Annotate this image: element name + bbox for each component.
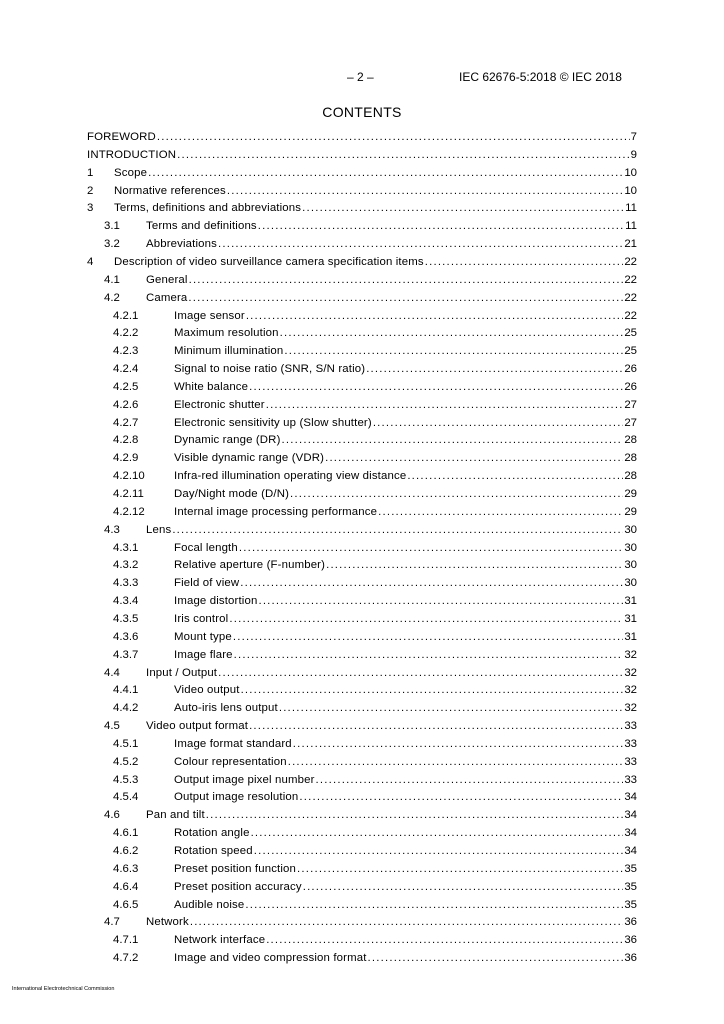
toc-entry-number: 3 (87, 202, 94, 215)
toc-entry[interactable] (0, 504, 724, 520)
toc-entry-title[interactable]: Maximum resolution (174, 327, 279, 340)
toc-dot-leader (157, 129, 630, 145)
toc-entry-page: 26 (624, 380, 637, 393)
toc-entry-number: 4 (87, 255, 94, 268)
toc-entry-title[interactable]: Visible dynamic range (VDR) (174, 452, 325, 465)
toc-entry-title[interactable]: Normative references (114, 184, 226, 197)
toc-dot-leader (258, 593, 623, 609)
toc-entry-number: 4.3.6 (113, 630, 139, 643)
toc-entry[interactable] (0, 486, 724, 502)
toc-entry-number: 4.3 (104, 523, 120, 536)
toc-dot-leader (284, 343, 623, 359)
toc-dot-leader (279, 700, 624, 716)
toc-entry-number: 4.3.4 (113, 595, 139, 608)
toc-entry-title[interactable]: Electronic sensitivity up (Slow shutter) (174, 416, 372, 429)
toc-entry[interactable] (0, 807, 724, 823)
toc-entry-number: 4.5 (104, 720, 120, 733)
toc-entry[interactable] (0, 415, 724, 431)
toc-entry[interactable] (0, 540, 724, 556)
toc-entry-page: 34 (624, 827, 637, 840)
toc-entry-page: 25 (624, 345, 637, 358)
toc-entry-page: 28 (624, 452, 637, 465)
toc-entry-page: 34 (624, 845, 637, 857)
toc-entry-title[interactable]: Output image pixel number (174, 773, 315, 786)
page-title: CONTENTS (322, 104, 402, 120)
toc-entry-title[interactable]: Abbreviations (146, 238, 217, 251)
toc-entry-page: 31 (624, 630, 637, 643)
toc-entry-page: 32 (624, 666, 637, 679)
toc-entry[interactable] (0, 718, 724, 734)
toc-entry-title[interactable]: Input / Output (146, 666, 218, 679)
toc-entry-number: 4.2.1 (113, 309, 139, 322)
toc-entry-page: 21 (624, 238, 637, 251)
toc-entry[interactable] (0, 629, 724, 645)
toc-dot-leader (316, 772, 624, 788)
toc-entry-number: 4.6.3 (113, 862, 139, 875)
toc-dot-leader (190, 914, 624, 930)
toc-entry-title[interactable]: Camera (146, 291, 188, 304)
toc-dot-leader (249, 379, 623, 395)
toc-entry-title[interactable]: Preset position accuracy (174, 880, 302, 893)
toc-entry-title[interactable]: Image and video compression format (174, 952, 367, 965)
toc-entry-title[interactable]: White balance (174, 380, 249, 393)
toc-entry-page: 22 (624, 255, 637, 268)
toc-entry-number: 4.4.1 (113, 684, 139, 697)
toc-entry-title[interactable]: Lens (146, 523, 172, 536)
toc-entry-number: 4.2.2 (113, 327, 139, 340)
toc-entry-title[interactable]: Signal to noise ratio (SNR, S/N ratio) (174, 363, 366, 376)
toc-entry-number: 4.3.7 (113, 648, 139, 661)
toc-entry-title[interactable]: Output image resolution (174, 791, 299, 804)
toc-entry-number: 4.2.9 (113, 452, 139, 465)
toc-entry[interactable] (0, 200, 724, 216)
toc-entry[interactable] (0, 665, 724, 681)
toc-entry-number: 4.5.2 (113, 755, 139, 768)
toc-dot-leader (288, 754, 624, 770)
toc-entry-number: 4.6.1 (113, 827, 139, 840)
toc-dot-leader (368, 950, 624, 966)
toc-entry-number: 4.2.11 (113, 488, 144, 500)
toc-entry-page: 34 (624, 791, 637, 804)
toc-dot-leader (172, 522, 623, 538)
toc-dot-leader (246, 308, 624, 324)
toc-entry-title[interactable]: Colour representation (174, 755, 287, 768)
toc-entry-page: 28 (624, 434, 637, 447)
toc-entry-page: 31 (624, 612, 637, 625)
toc-entry-page: 9 (630, 148, 637, 161)
toc-dot-leader (303, 879, 624, 895)
toc-entry-page: 36 (624, 952, 637, 965)
toc-dot-leader (218, 665, 623, 681)
toc-entry-page: 25 (624, 327, 637, 340)
toc-dot-leader (189, 272, 624, 288)
toc-entry[interactable] (0, 254, 724, 270)
toc-entry-number: 4.5.4 (113, 791, 139, 804)
toc-entry[interactable] (0, 450, 724, 466)
toc-entry[interactable] (0, 147, 724, 163)
toc-dot-leader (290, 486, 623, 502)
toc-entry[interactable] (0, 932, 724, 948)
toc-entry[interactable] (0, 772, 724, 788)
toc-entry-title[interactable]: Scope (114, 166, 148, 179)
toc-dot-leader (293, 736, 624, 752)
toc-entry[interactable] (0, 325, 724, 341)
toc-entry-number: 4.2.3 (113, 345, 139, 358)
toc-dot-leader (234, 647, 624, 663)
toc-dot-leader (254, 843, 624, 859)
toc-entry-title[interactable]: Field of view (174, 577, 240, 590)
toc-entry[interactable] (0, 218, 724, 234)
toc-entry-page: 33 (624, 720, 637, 733)
toc-dot-leader (366, 361, 623, 377)
toc-entry-number: 4.2.7 (113, 416, 139, 429)
publisher-footer: International Electrotechnical Commission (12, 986, 115, 992)
toc-entry-title[interactable]: Terms, definitions and abbreviations (114, 202, 302, 215)
toc-entry-number: 4.3.3 (113, 577, 139, 590)
toc-entry[interactable] (0, 736, 724, 752)
toc-entry-page: 27 (624, 416, 637, 429)
toc-entry-number: 4.5.1 (113, 737, 139, 750)
toc-entry-number: 4.5.3 (113, 773, 139, 786)
toc-entry[interactable] (0, 522, 724, 538)
toc-entry-title[interactable]: Image distortion (174, 595, 258, 608)
toc-entry-title[interactable]: Rotation angle (174, 827, 250, 840)
toc-dot-leader (240, 575, 623, 591)
standard-reference: IEC 62676-5:2018 © IEC 2018 (459, 70, 622, 84)
toc-entry[interactable] (0, 682, 724, 698)
toc-dot-leader (378, 504, 623, 520)
toc-entry-page: 29 (624, 488, 637, 500)
toc-entry-title[interactable]: Day/Night mode (D/N) (174, 488, 290, 500)
toc-entry-page: 31 (624, 595, 637, 608)
toc-dot-leader (227, 183, 623, 199)
toc-entry[interactable] (0, 165, 724, 181)
toc-entry-title[interactable]: FOREWORD (87, 131, 156, 143)
toc-entry-page: 29 (624, 505, 637, 518)
toc-entry[interactable] (0, 950, 724, 966)
toc-entry[interactable] (0, 468, 724, 484)
toc-dot-leader (325, 450, 623, 466)
toc-dot-leader (282, 432, 624, 448)
toc-entry-page: 35 (624, 898, 637, 911)
toc-entry[interactable] (0, 700, 724, 716)
toc-dot-leader (373, 415, 624, 431)
toc-entry[interactable] (0, 129, 724, 145)
toc-entry-page: 30 (624, 559, 637, 572)
toc-entry-number: 4.6.5 (113, 898, 139, 911)
toc-dot-leader (302, 200, 624, 216)
toc-entry[interactable] (0, 379, 724, 395)
toc-entry-number: 4.7.2 (113, 952, 139, 965)
toc-entry[interactable] (0, 308, 724, 324)
toc-entry-title[interactable]: Pan and tilt (146, 809, 205, 822)
toc-entry-title[interactable]: Preset position function (174, 862, 297, 875)
toc-entry-number: 4.1 (104, 273, 120, 286)
toc-entry[interactable] (0, 754, 724, 770)
toc-entry[interactable] (0, 843, 724, 859)
toc-entry-page: 22 (624, 309, 637, 322)
toc-entry-page: 32 (624, 702, 637, 715)
toc-entry[interactable] (0, 593, 724, 609)
toc-dot-leader (233, 629, 623, 645)
toc-entry[interactable] (0, 183, 724, 199)
toc-entry-page: 10 (624, 184, 637, 197)
toc-entry-page: 30 (624, 541, 637, 554)
toc-dot-leader (218, 236, 623, 252)
toc-entry-number: 4.2 (104, 291, 120, 304)
toc-dot-leader (239, 540, 623, 556)
toc-entry-page: 26 (624, 363, 637, 376)
toc-dot-leader (148, 165, 623, 181)
toc-entry[interactable] (0, 343, 724, 359)
toc-entry-title[interactable]: Network interface (174, 934, 266, 947)
toc-entry[interactable] (0, 825, 724, 841)
toc-entry-number: 4.2.8 (113, 434, 139, 447)
toc-entry-title[interactable]: Terms and definitions (146, 220, 257, 233)
toc-entry-title[interactable]: Image flare (174, 648, 233, 661)
toc-dot-leader (206, 807, 624, 823)
toc-entry-title[interactable]: Video output (174, 684, 240, 697)
toc-entry-page: 11 (625, 220, 637, 233)
toc-entry-title[interactable]: INTRODUCTION (87, 148, 177, 161)
toc-entry[interactable] (0, 290, 724, 306)
toc-entry-page: 22 (624, 291, 637, 304)
toc-entry-page: 27 (624, 398, 637, 411)
toc-entry[interactable] (0, 272, 724, 288)
toc-dot-leader (251, 825, 624, 841)
toc-entry-number: 4.6.2 (113, 845, 139, 857)
toc-entry-page: 33 (624, 737, 637, 750)
toc-entry-title[interactable]: Video output format (146, 720, 249, 733)
toc-entry-number: 2 (87, 184, 94, 197)
toc-entry-title[interactable]: Description of video surveillance camera specification items (114, 255, 424, 268)
toc-entry-page: 7 (630, 131, 637, 143)
toc-entry-page: 28 (624, 470, 637, 483)
toc-entry[interactable] (0, 861, 724, 877)
toc-entry-title[interactable]: Internal image processing performance (174, 505, 378, 518)
toc-entry[interactable] (0, 575, 724, 591)
toc-entry-title[interactable]: Audible noise (174, 898, 245, 911)
toc-dot-leader (326, 557, 623, 573)
toc-entry-page: 33 (624, 773, 637, 786)
toc-dot-leader (177, 147, 630, 163)
toc-entry[interactable] (0, 236, 724, 252)
toc-entry-title[interactable]: Rotation speed (174, 845, 253, 857)
toc-entry[interactable] (0, 879, 724, 895)
toc-entry-number: 4.3.2 (113, 559, 139, 572)
toc-entry[interactable] (0, 914, 724, 930)
toc-entry-page: 36 (624, 916, 637, 929)
toc-entry-number: 4.2.10 (113, 470, 145, 483)
toc-dot-leader (188, 290, 623, 306)
toc-entry[interactable] (0, 397, 724, 413)
toc-entry-page: 33 (624, 755, 637, 768)
toc-entry-title[interactable]: General (146, 273, 188, 286)
toc-entry[interactable] (0, 789, 724, 805)
toc-dot-leader (241, 682, 624, 698)
toc-entry-number: 4.3.5 (113, 612, 139, 625)
toc-dot-leader (266, 397, 624, 413)
toc-entry-number: 4.4 (104, 666, 120, 679)
toc-entry-page: 32 (624, 684, 637, 697)
toc-dot-leader (258, 218, 624, 234)
toc-entry-title[interactable]: Dynamic range (DR) (174, 434, 281, 447)
toc-entry-number: 4.2.5 (113, 380, 139, 393)
toc-entry-title[interactable]: Focal length (174, 541, 238, 554)
toc-entry-number: 4.7.1 (113, 934, 139, 947)
toc-entry-number: 4.2.4 (113, 363, 139, 376)
toc-entry-number: 4.6 (104, 809, 120, 822)
toc-entry-title[interactable]: Relative aperture (F-number) (174, 559, 326, 572)
toc-entry-title[interactable]: Auto-iris lens output (174, 702, 278, 715)
toc-entry-title[interactable]: Image format standard (174, 737, 292, 750)
toc-entry-page: 10 (624, 166, 637, 179)
toc-entry-page: 30 (624, 577, 637, 590)
toc-entry-number: 3.2 (104, 238, 120, 251)
toc-dot-leader (229, 611, 623, 627)
toc-dot-leader (249, 718, 623, 734)
toc-entry[interactable] (0, 647, 724, 663)
toc-entry-number: 4.7 (104, 916, 120, 929)
toc-entry-page: 11 (625, 202, 637, 215)
toc-entry[interactable] (0, 897, 724, 913)
toc-dot-leader (266, 932, 623, 948)
toc-entry-title[interactable]: Mount type (174, 630, 232, 643)
toc-entry-number: 4.6.4 (113, 880, 139, 893)
toc-entry-title[interactable]: Electronic shutter (174, 398, 265, 411)
toc-entry-page: 34 (624, 809, 637, 822)
toc-entry-page: 22 (624, 273, 637, 286)
toc-entry-title[interactable]: Iris control (174, 612, 229, 625)
toc-entry-number: 3.1 (104, 220, 120, 233)
toc-entry-title[interactable]: Minimum illumination (174, 345, 284, 358)
toc-entry[interactable] (0, 611, 724, 627)
toc-entry-number: 4.2.6 (113, 398, 139, 411)
toc-entry-number: 4.3.1 (113, 541, 139, 554)
toc-entry-page: 35 (624, 862, 637, 875)
toc-dot-leader (280, 325, 624, 341)
toc-entry[interactable] (0, 557, 724, 573)
toc-entry-number: 1 (87, 166, 94, 179)
toc-dot-leader (425, 254, 624, 270)
toc-entry-title[interactable]: Image sensor (174, 309, 245, 322)
toc-entry-page: 32 (624, 648, 637, 661)
toc-entry-title[interactable]: Network (146, 916, 189, 929)
toc-entry-page: 36 (624, 934, 637, 947)
toc-dot-leader (407, 468, 623, 484)
toc-entry-page: 30 (624, 523, 637, 536)
page-number: – 2 – (347, 70, 374, 84)
toc-entry-number: 4.4.2 (113, 702, 139, 715)
toc-entry-number: 4.2.12 (113, 505, 145, 518)
toc-dot-leader (297, 861, 623, 877)
toc-entry[interactable] (0, 432, 724, 448)
toc-dot-leader (245, 897, 623, 913)
toc-dot-leader (299, 789, 623, 805)
toc-entry-page: 35 (624, 880, 637, 893)
toc-entry-title[interactable]: Infra-red illumination operating view distance (174, 470, 407, 483)
toc-entry[interactable] (0, 361, 724, 377)
